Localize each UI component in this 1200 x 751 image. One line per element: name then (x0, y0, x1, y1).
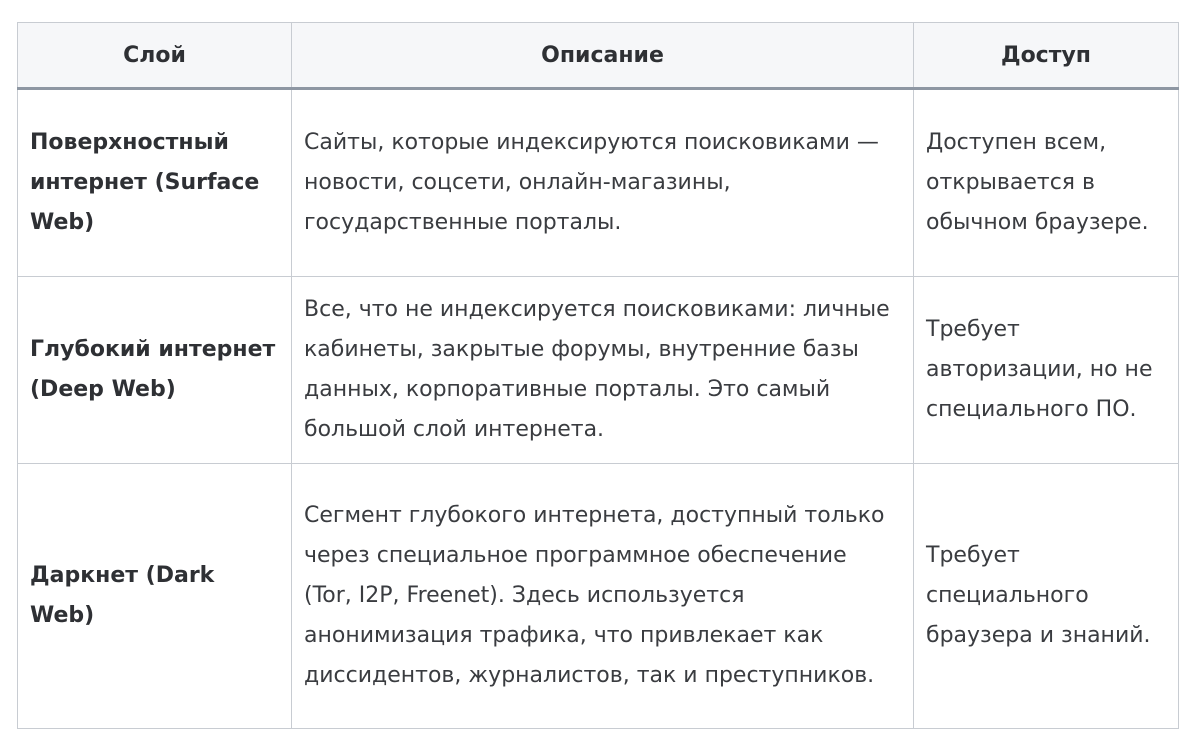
cell-description (292, 277, 914, 464)
table-header (18, 23, 1179, 89)
cell-description-text: Все, что не индексируется поисковиками: личные кабинеты, закрытые форумы, внутренние базы данных, корпоративные порталы. Это самый большой слой интернета. (304, 297, 890, 442)
table-row (18, 277, 1179, 464)
header-description-label: Описание (541, 42, 664, 68)
cell-access-text: Требует авторизации, но не специального ПО. (926, 317, 1153, 422)
header-row (18, 23, 1179, 89)
cell-access-text: Требует специального браузера и знаний. (926, 543, 1151, 648)
cell-description (292, 464, 914, 729)
content-container (17, 22, 1178, 729)
cell-layer-text: Поверхностный интернет (Surface Web) (30, 130, 260, 235)
header-layer (18, 23, 292, 89)
cell-layer-text: Глубокий интернет (Deep Web) (30, 337, 276, 402)
cell-layer (18, 464, 292, 729)
header-access-label: Доступ (1000, 42, 1092, 68)
internet-layers-table (17, 22, 1179, 729)
table-row (18, 89, 1179, 277)
table-row (18, 464, 1179, 729)
cell-description-text: Сегмент глубокого интернета, доступный только через специальное программное обеспечение (Tor, I2P, Freenet). Здесь используется анонимизация трафика, что привлекает как диссидентов, журналистов, так и преступников. (304, 503, 885, 688)
header-access (914, 23, 1179, 89)
cell-layer (18, 277, 292, 464)
cell-layer-text: Даркнет (Dark Web) (30, 563, 215, 628)
cell-description-text: Сайты, которые индексируются поисковиками — новости, соцсети, онлайн-магазины, государственные порталы. (304, 130, 879, 235)
cell-access (914, 277, 1179, 464)
cell-access-text: Доступен всем, открывается в обычном браузере. (926, 130, 1149, 235)
cell-access (914, 89, 1179, 277)
header-description (292, 23, 914, 89)
header-layer-label: Слой (123, 42, 186, 68)
cell-access (914, 464, 1179, 729)
cell-layer (18, 89, 292, 277)
table-body (18, 89, 1179, 729)
cell-description (292, 89, 914, 277)
